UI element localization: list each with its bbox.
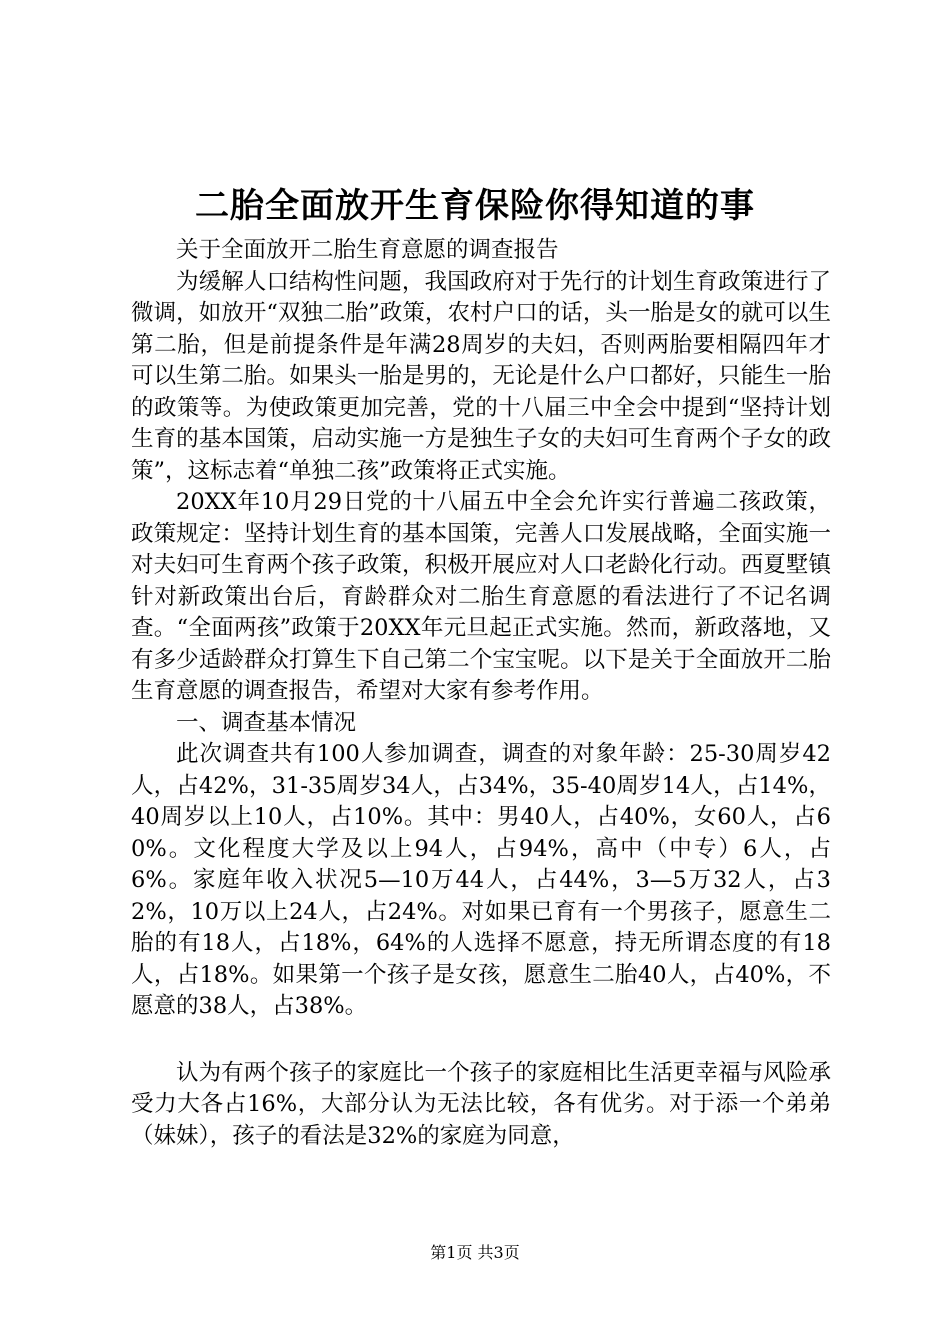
paragraph-family-views: 认为有两个孩子的家庭比一个孩子的家庭相比生活更幸福与风险承受力大各占16%，大部分认为无法比较，各有优劣。对于添一个弟弟（妹妹），孩子的看法是32%的家庭为同意，: [131, 1059, 831, 1149]
report-subtitle: 关于全面放开二胎生育意愿的调查报告: [176, 237, 559, 263]
paragraph-survey-stats: 此次调查共有100人参加调查，调查的对象年龄：25-30周岁42人，占42%，31-35周岁34人，占34%，35-40周岁14人，占14%，40周岁以上10人，占10%。其中：男40人，占40%，女60人，占60%。文化程度大学及以上94人，占94%，高中（中专）6人，占6%。家庭年收入状况5—10万44人，占44%，3—5万32人，占32%，10万以上24人，占24%。对如果已育有一个男孩子，愿意生二胎的有18人，占18%，64%的人选择不愿意，持无所谓态度的有18人，占18%。如果第一个孩子是女孩，愿意生二胎40人，占40%，不愿意的38人，占38%。: [131, 741, 831, 1019]
paragraph-gap: [131, 1023, 831, 1058]
page-footer: 第1页 共3页: [430, 1243, 520, 1262]
paragraph-policy: 20XX年10月29日党的十八届五中全会允许实行普遍二孩政策，政策规定：坚持计划生育的基本国策，完善人口发展战略，全面实施一对夫妇可生育两个孩子政策，积极开展应对人口老龄化行动。西夏墅镇针对新政策出台后，育龄群众对二胎生育意愿的看法进行了不记名调查。“全面两孩”政策于20XX年元旦起正式实施。然而，新政落地，又有多少适龄群众打算生下自己第二个宝宝呢。以下是关于全面放开二胎生育意愿的调查报告，希望对大家有参考作用。: [131, 489, 831, 704]
document-body: [131, 235, 831, 1152]
document-title: 二胎全面放开生育保险你得知道的事: [195, 186, 755, 226]
paragraph-background: 为缓解人口结构性问题，我国政府对于先行的计划生育政策进行了微调，如放开“双独二胎”政策，农村户口的话，头一胎是女的就可以生第二胎，但是前提条件是年满28周岁的夫妇，否则两胎要相隔四年才可以生第二胎。如果头一胎是男的，无论是什么户口都好，只能生一胎的政策等。为使政策更加完善，党的十八届三中全会中提到“坚持计划生育的基本国策，启动实施一方是独生子女的夫妇可生育两个子女的政策”，这标志着“单独二孩”政策将正式实施。: [131, 268, 831, 484]
section-heading: 一、调查基本情况: [176, 709, 357, 736]
